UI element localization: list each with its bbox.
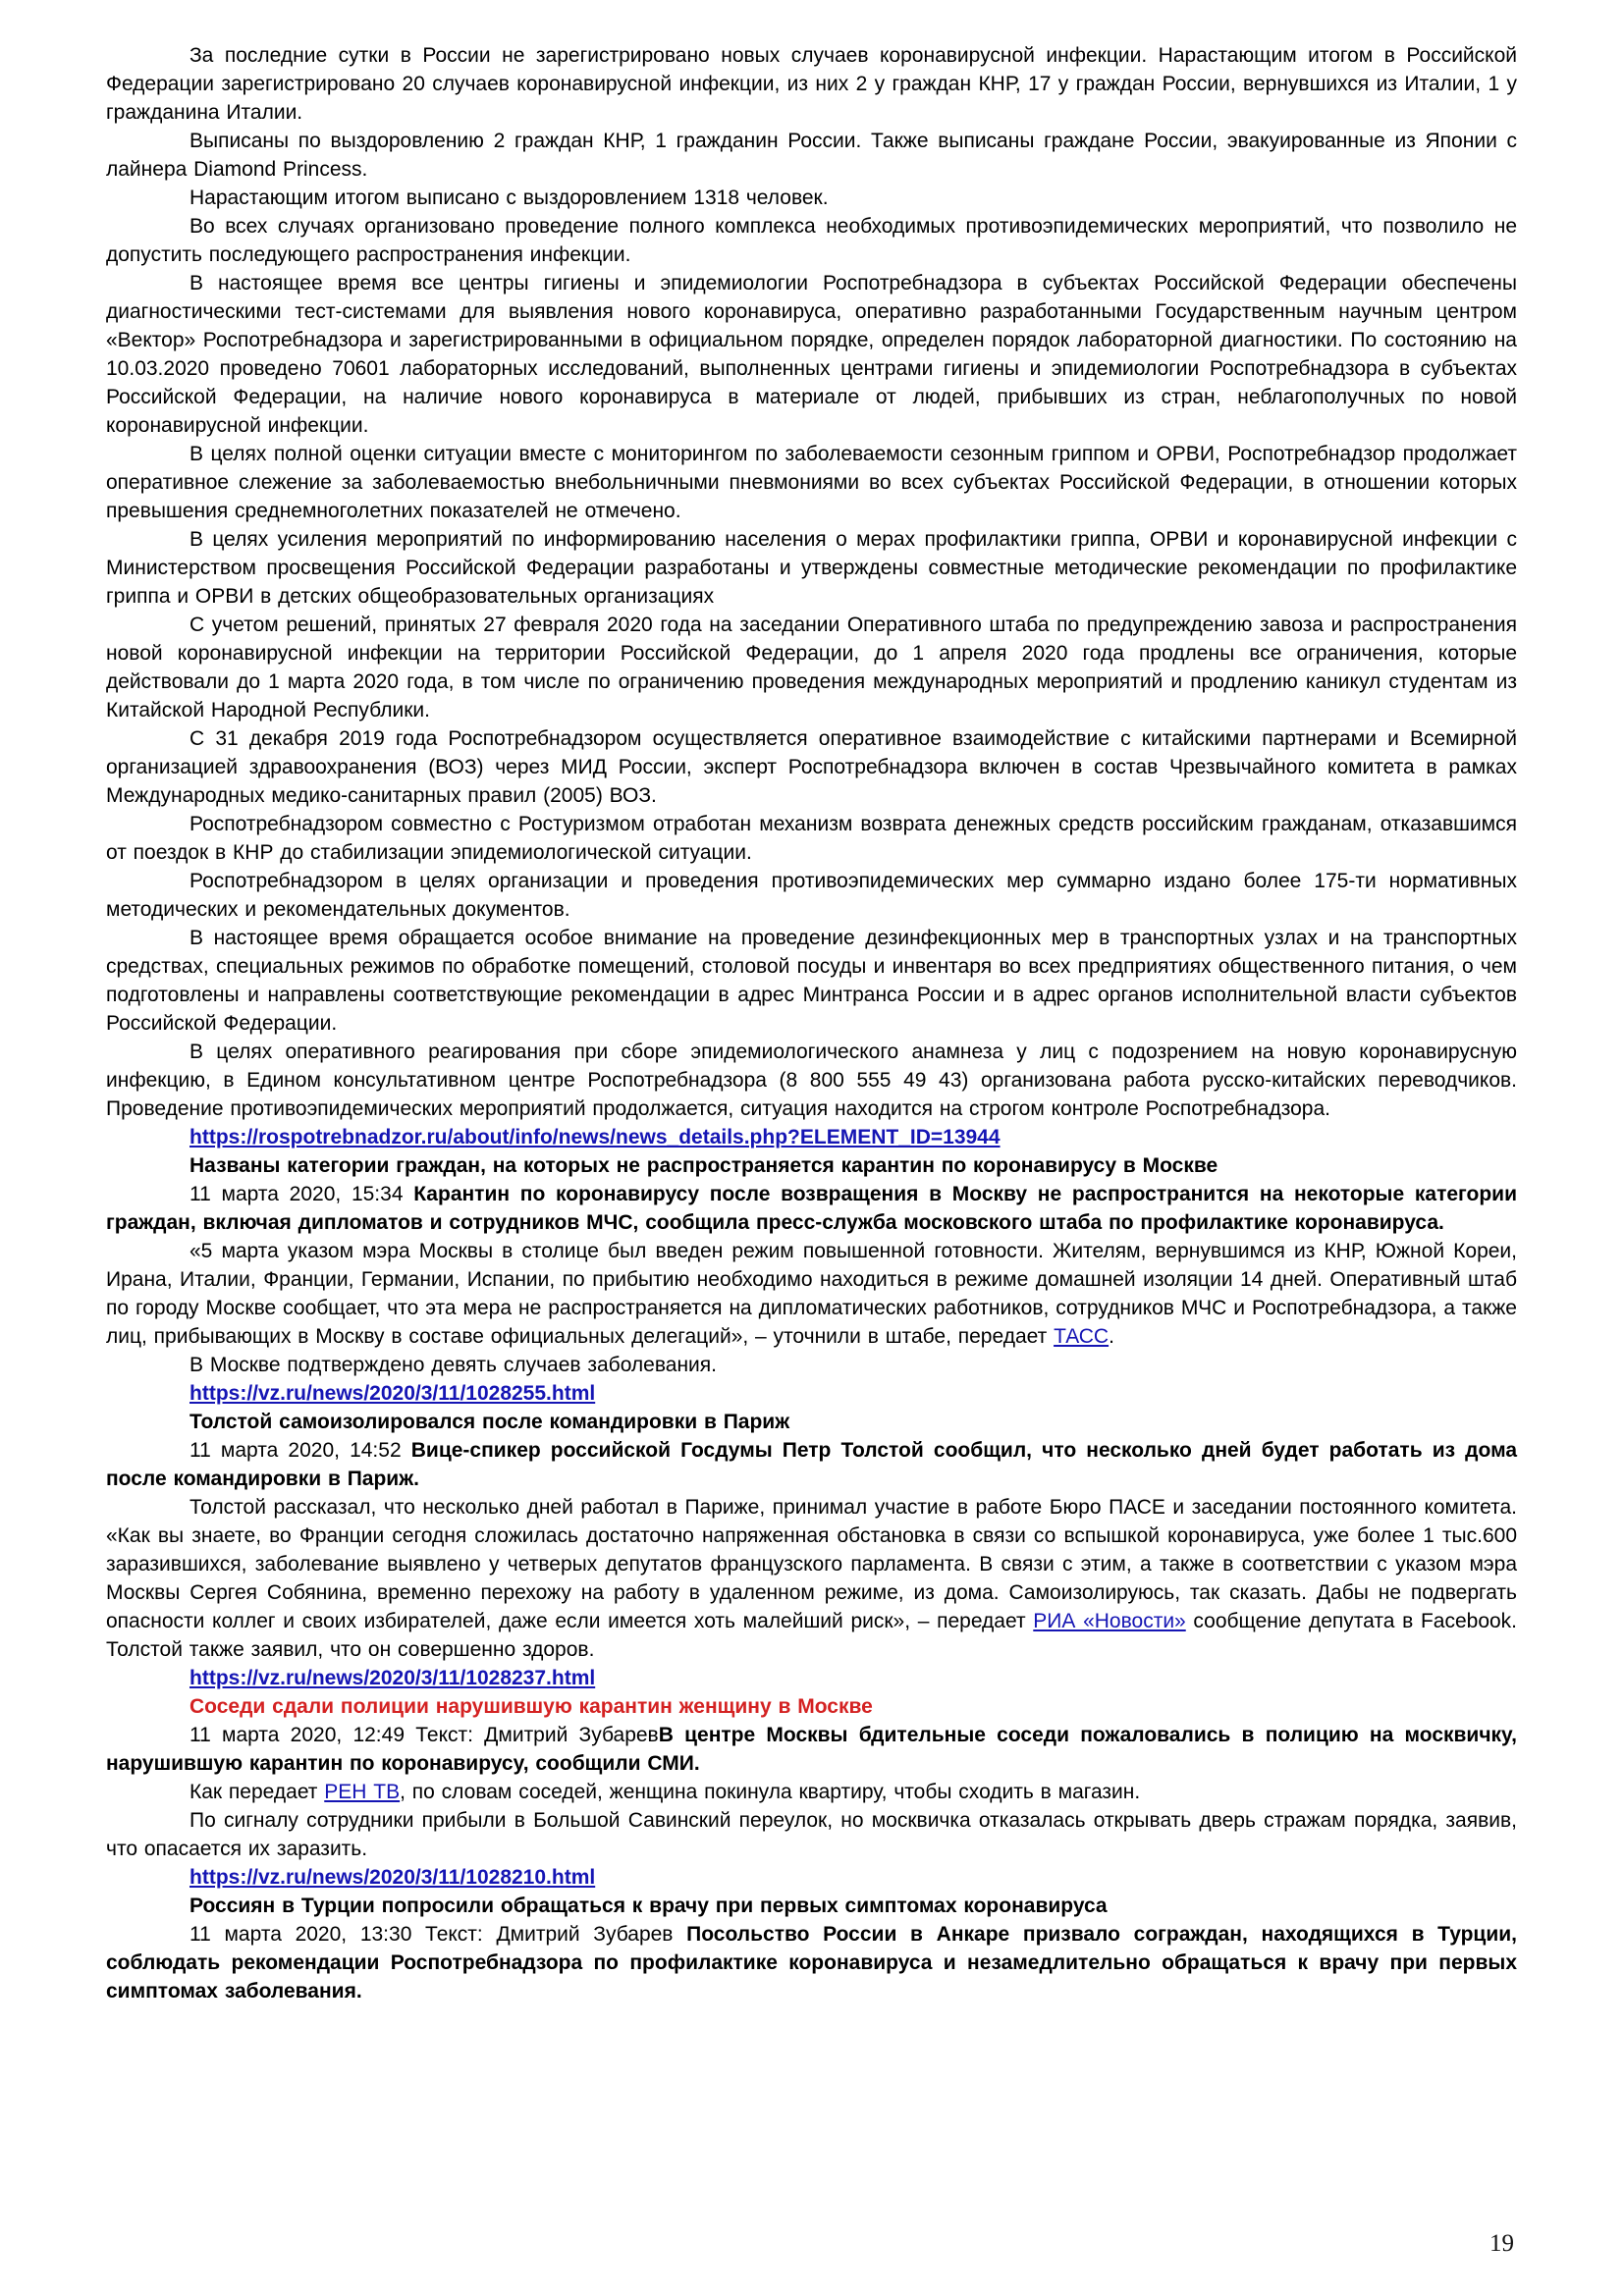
paragraph xyxy=(106,1436,1517,1493)
text-run: 11 марта 2020, 14:52 xyxy=(189,1439,411,1462)
text-run: Во всех случаях организовано проведение полного комплекса необходимых противоэпидемических мероприятий, что позволило не допустить последующего распространения инфекции. xyxy=(106,215,1517,266)
text-run: Россиян в Турции попросили обращаться к врачу при первых симптомах коронавируса xyxy=(189,1895,1108,1917)
paragraph xyxy=(106,1778,1517,1806)
text-run: Выписаны по выздоровлению 2 граждан КНР, 1 гражданин России. Также выписаны граждане России, эвакуированные из Японии с лайнера Diamond Princess. xyxy=(106,130,1517,181)
hyperlink-line[interactable] xyxy=(106,1123,1517,1151)
text-run: Роспотребнадзором в целях организации и проведения противоэпидемических мер суммарно издано более 175-ти нормативных методических и рекомендательных документов. xyxy=(106,870,1517,921)
paragraph xyxy=(106,184,1517,212)
paragraph xyxy=(106,810,1517,867)
text-run: Толстой самоизолировался после командировки в Париж xyxy=(189,1411,790,1433)
paragraph xyxy=(106,1180,1517,1237)
text-run: , по словам соседей, женщина покинула квартиру, чтобы сходить в магазин. xyxy=(400,1781,1141,1803)
paragraph xyxy=(106,525,1517,611)
text-run: Вице-спикер российской Госдумы Петр Толстой сообщил, что несколько дней будет работать из дома после командировки в Париж. xyxy=(106,1439,1518,1490)
paragraph xyxy=(106,1806,1517,1863)
news-heading xyxy=(106,1892,1517,1920)
inline-link[interactable]: https://rospotrebnadzor.ru/about/info/news/news_details.php?ELEMENT_ID=13944 xyxy=(189,1126,1001,1148)
inline-link[interactable]: РЕН ТВ xyxy=(324,1781,401,1803)
paragraph xyxy=(106,611,1517,724)
paragraph xyxy=(106,1721,1517,1778)
text-run: По сигналу сотрудники прибыли в Большой Савинский переулок, но москвичка отказалась открывать дверь стражам порядка, заявив, что опасается их заразить. xyxy=(106,1809,1517,1860)
text-run: В целях полной оценки ситуации вместе с мониторингом по заболеваемости сезонным гриппом и ОРВИ, Роспотребнадзор продолжает оперативное слежение за заболеваемостью внебольничными пневмониями во всех субъектах Российской Федерации, в отношении которых превышения среднемноголетних показателей не отмечено. xyxy=(106,443,1517,522)
text-run: Толстой рассказал, что несколько дней работал в Париже, принимал участие в работе Бюро ПАСЕ и заседании постоянного комитета. «Как вы знаете, во Франции сегодня сложилась достаточно напряженная обстановка в связи со вспышкой коронавируса, уже более 1 тыс.600 заразившихся, заболевание выявлено у четверых депутатов французского парламента. В связи с этим, а также в соответствии с указом мэра Москвы Сергея Собянина, временно перехожу на работу в удаленном режиме, из дома. Самоизолируюсь, так сказать. Дабы не подвергать опасности коллег и своих избирателей, даже если имеется хоть малейший риск», – передает xyxy=(106,1496,1517,1632)
news-heading-red xyxy=(106,1692,1517,1721)
hyperlink-line[interactable] xyxy=(106,1379,1517,1408)
text-run: В целях усиления мероприятий по информированию населения о мерах профилактики гриппа, ОРВИ и коронавирусной инфекции с Министерством просвещения Российской Федерации разработаны и утверждены совместные методические рекомендации по профилактике гриппа и ОРВИ в детских общеобразовательных организациях xyxy=(106,528,1517,608)
paragraph xyxy=(106,440,1517,525)
text-run: Соседи сдали полиции нарушившую карантин женщину в Москве xyxy=(189,1695,873,1718)
page-number: 19 xyxy=(1489,2230,1514,2257)
text-run: Роспотребнадзором совместно с Ростуризмом отработан механизм возврата денежных средств российским гражданам, отказавшимся от поездок в КНР до стабилизации эпидемиологической ситуации. xyxy=(106,813,1517,864)
hyperlink-line[interactable] xyxy=(106,1863,1517,1892)
inline-link[interactable]: https://vz.ru/news/2020/3/11/1028237.html xyxy=(189,1667,596,1689)
paragraph xyxy=(106,269,1517,440)
text-run: Названы категории граждан, на которых не распространяется карантин по коронавирусу в Москве xyxy=(189,1154,1218,1177)
text-run: Посольство России в Анкаре призвало сограждан, находящихся в Турции, соблюдать рекомендации Роспотребнадзора по профилактике коронавируса и незамедлительно обращаться к врачу при первых симптомах заболевания. xyxy=(106,1923,1517,2002)
paragraph xyxy=(106,41,1517,127)
paragraph xyxy=(106,924,1517,1038)
text-run: 11 марта 2020, 12:49 Текст: Дмитрий Зубарев xyxy=(189,1724,659,1746)
news-heading xyxy=(106,1408,1517,1436)
text-run: В целях оперативного реагирования при сборе эпидемиологического анамнеза у лиц с подозрением на новую коронавирусную инфекцию, в Едином консультативном центре Роспотребнадзора (8 800 555 49 43) организована работа русско-китайских переводчиков. Проведение противоэпидемических мероприятий продолжается, ситуация находится на строгом контроле Роспотребнадзора. xyxy=(106,1041,1517,1120)
text-run: сообщение депутата в Facebook. Толстой также заявил, что он совершенно здоров. xyxy=(106,1610,1518,1661)
document-body xyxy=(106,41,1517,2005)
text-run: В центре Москвы бдительные соседи пожаловались в полицию на москвичку, нарушившую карантин по коронавирусу, сообщили СМИ. xyxy=(106,1724,1517,1775)
paragraph xyxy=(106,867,1517,924)
text-run: 11 марта 2020, 13:30 Текст: Дмитрий Зубарев xyxy=(189,1923,687,1946)
text-run: . xyxy=(1109,1325,1114,1348)
paragraph xyxy=(106,1351,1517,1379)
text-run: Карантин по коронавирусу после возвращения в Москву не распространится на некоторые категории граждан, включая дипломатов и сотрудников МЧС, сообщила пресс-служба московского штаба по профилактике коронавируса. xyxy=(106,1183,1517,1234)
text-run: В настоящее время все центры гигиены и эпидемиологии Роспотребнадзора в субъектах Российской Федерации обеспечены диагностическими тест-системами для выявления нового коронавируса, оперативно разработанными Государственным научным центром «Вектор» Роспотребнадзора и зарегистрированными в официальном порядке, определен порядок лабораторной диагностики. По состоянию на 10.03.2020 проведено 70601 лабораторных исследований, выполненных центрами гигиены и эпидемиологии Роспотребнадзора в субъектах Российской Федерации, на наличие нового коронавируса в материале от людей, прибывших из стран, неблагополучных по новой коронавирусной инфекции. xyxy=(106,272,1517,437)
text-run: «5 марта указом мэра Москвы в столице был введен режим повышенной готовности. Жителям, вернувшимся из КНР, Южной Кореи, Ирана, Италии, Франции, Германии, Испании, по прибытию необходимо находиться в режиме домашней изоляции 14 дней. Оперативный штаб по городу Москве сообщает, что эта мера не распространяется на дипломатических работников, сотрудников МЧС и Роспотребнадзора, а также лиц, прибывающих в Москву в составе официальных делегаций», – уточнили в штабе, передает xyxy=(106,1240,1517,1348)
inline-link[interactable]: https://vz.ru/news/2020/3/11/1028210.html xyxy=(189,1866,596,1889)
text-run: С 31 декабря 2019 года Роспотребнадзором осуществляется оперативное взаимодействие с китайскими партнерами и Всемирной организацией здравоохранения (ВОЗ) через МИД России, эксперт Роспотребнадзора включен в состав Чрезвычайного комитета в рамках Международных медико-санитарных правил (2005) ВОЗ. xyxy=(106,727,1517,807)
text-run: В Москве подтверждено девять случаев заболевания. xyxy=(189,1354,717,1376)
inline-link[interactable]: ТАСС xyxy=(1054,1325,1110,1348)
hyperlink-line[interactable] xyxy=(106,1664,1517,1692)
text-run: Нарастающим итогом выписано с выздоровлением 1318 человек. xyxy=(189,187,829,209)
paragraph xyxy=(106,1493,1517,1664)
news-heading xyxy=(106,1151,1517,1180)
inline-link[interactable]: https://vz.ru/news/2020/3/11/1028255.html xyxy=(189,1382,596,1405)
text-run: В настоящее время обращается особое внимание на проведение дезинфекционных мер в транспортных узлах и на транспортных средствах, специальных режимов по обработке помещений, столовой посуды и инвентаря во всех предприятиях общественного питания, о чем подготовлены и направлены соответствующие рекомендации в адрес Минтранса России и в адрес органов исполнительной власти субъектов Российской Федерации. xyxy=(106,927,1517,1035)
paragraph xyxy=(106,212,1517,269)
inline-link[interactable]: РИА «Новости» xyxy=(1033,1610,1186,1632)
paragraph xyxy=(106,1038,1517,1123)
paragraph xyxy=(106,1920,1517,2005)
paragraph xyxy=(106,724,1517,810)
text-run: За последние сутки в России не зарегистрировано новых случаев коронавирусной инфекции. Нарастающим итогом в Российской Федерации зарегистрировано 20 случаев коронавирусной инфекции, из них 2 у граждан КНР, 17 у граждан России, вернувшихся из Италии, 1 у гражданина Италии. xyxy=(106,44,1517,124)
paragraph xyxy=(106,127,1517,184)
text-run: 11 марта 2020, 15:34 xyxy=(189,1183,414,1205)
text-run: С учетом решений, принятых 27 февраля 2020 года на заседании Оперативного штаба по предупреждению завоза и распространения новой коронавирусной инфекции на территории Российской Федерации, до 1 апреля 2020 года продлены все ограничения, которые действовали до 1 марта 2020 года, в том числе по ограничению проведения международных мероприятий и продлению каникул студентам из Китайской Народной Республики. xyxy=(106,614,1517,721)
text-run: Как передает xyxy=(189,1781,325,1803)
paragraph xyxy=(106,1237,1517,1351)
